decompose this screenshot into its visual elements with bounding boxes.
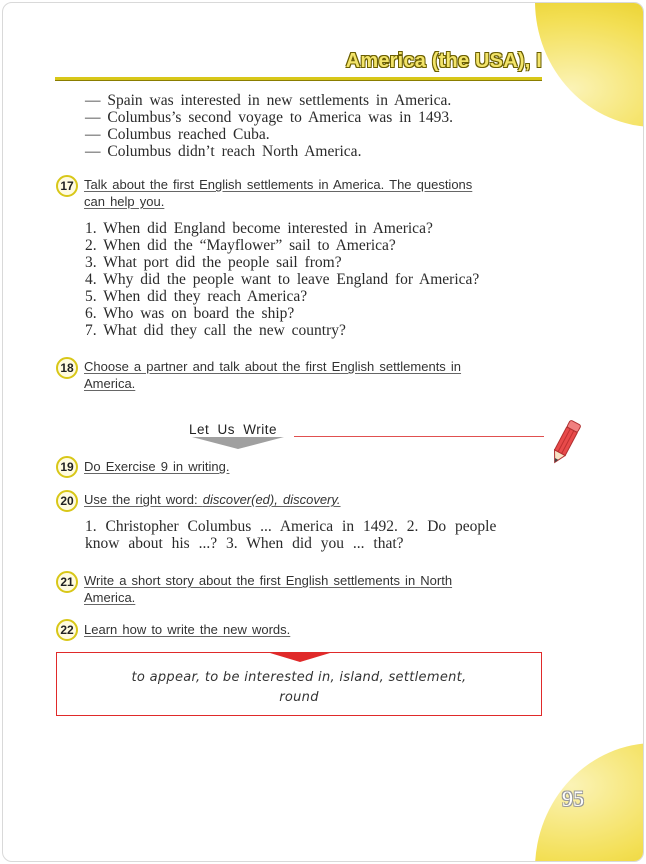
list-item: — Columbus reached Cuba. (85, 126, 270, 143)
exercise-number-badge: 21 (56, 571, 78, 593)
exercise-number-badge: 18 (56, 357, 78, 379)
exercise-19-instruction: Do Exercise 9 in writing. (84, 459, 230, 474)
exercise-number-badge: 20 (56, 490, 78, 512)
list-item: know about his ...? 3. When did you ... that? (85, 535, 404, 552)
new-words-text (80, 668, 518, 708)
new-words-line: to appear, to be interested in, island, settlement, (131, 670, 467, 685)
list-item: 6. Who was on board the ship? (85, 305, 295, 322)
list-item: 1. Christopher Columbus ... America in 1492. 2. Do people (85, 518, 497, 535)
pencil-icon (548, 418, 582, 468)
instruction-line: America. (84, 590, 136, 605)
section-pointer (192, 437, 284, 449)
instruction-line: can help you. (84, 194, 165, 209)
exercise-20-sentences (85, 518, 496, 552)
statement-list (85, 92, 453, 160)
list-item: 2. When did the “Mayflower” sail to America? (85, 237, 396, 254)
exercise-number-badge: 22 (56, 619, 78, 641)
list-item: — Columbus’s second voyage to America was in 1493. (85, 109, 453, 126)
list-item: 4. Why did the people want to leave England for America? (85, 271, 480, 288)
instruction-words: discover(ed), discovery. (202, 492, 341, 507)
list-item: 3. What port did the people sail from? (85, 254, 342, 271)
list-item: 5. When did they reach America? (85, 288, 308, 305)
corner-decoration-bottom (535, 743, 644, 862)
page-number: 95 (562, 786, 584, 811)
instruction-line: Choose a partner and talk about the first English settlements in (84, 359, 462, 374)
page-title: America (the USA), I (345, 50, 542, 72)
list-item: 1. When did England become interested in America? (85, 220, 433, 237)
exercise-number-badge: 19 (56, 456, 78, 478)
exercise-number-badge: 17 (56, 175, 78, 197)
list-item: — Columbus didn’t reach North America. (85, 143, 362, 160)
exercise-22-instruction: Learn how to write the new words. (84, 622, 291, 637)
section-heading: Let Us Write (189, 422, 278, 437)
list-item: — Spain was interested in new settlements in America. (85, 92, 452, 109)
corner-decoration-top (535, 2, 644, 127)
question-list (85, 220, 479, 339)
exercise-17-instruction (84, 176, 532, 210)
exercise-18-instruction (84, 358, 532, 392)
exercise-20-instruction (84, 491, 532, 508)
instruction-line: America. (84, 376, 136, 391)
instruction-text: Use the right word: (84, 492, 203, 507)
section-rule (294, 436, 544, 437)
instruction-line: Talk about the first English settlements in America. The questions (84, 177, 473, 192)
instruction-line: Write a short story about the first English settlements in North (84, 573, 453, 588)
exercise-21-instruction (84, 572, 532, 606)
title-underline (55, 77, 542, 81)
new-words-box-pointer (270, 653, 330, 662)
new-words-line: round (279, 690, 319, 705)
list-item: 7. What did they call the new country? (85, 322, 346, 339)
